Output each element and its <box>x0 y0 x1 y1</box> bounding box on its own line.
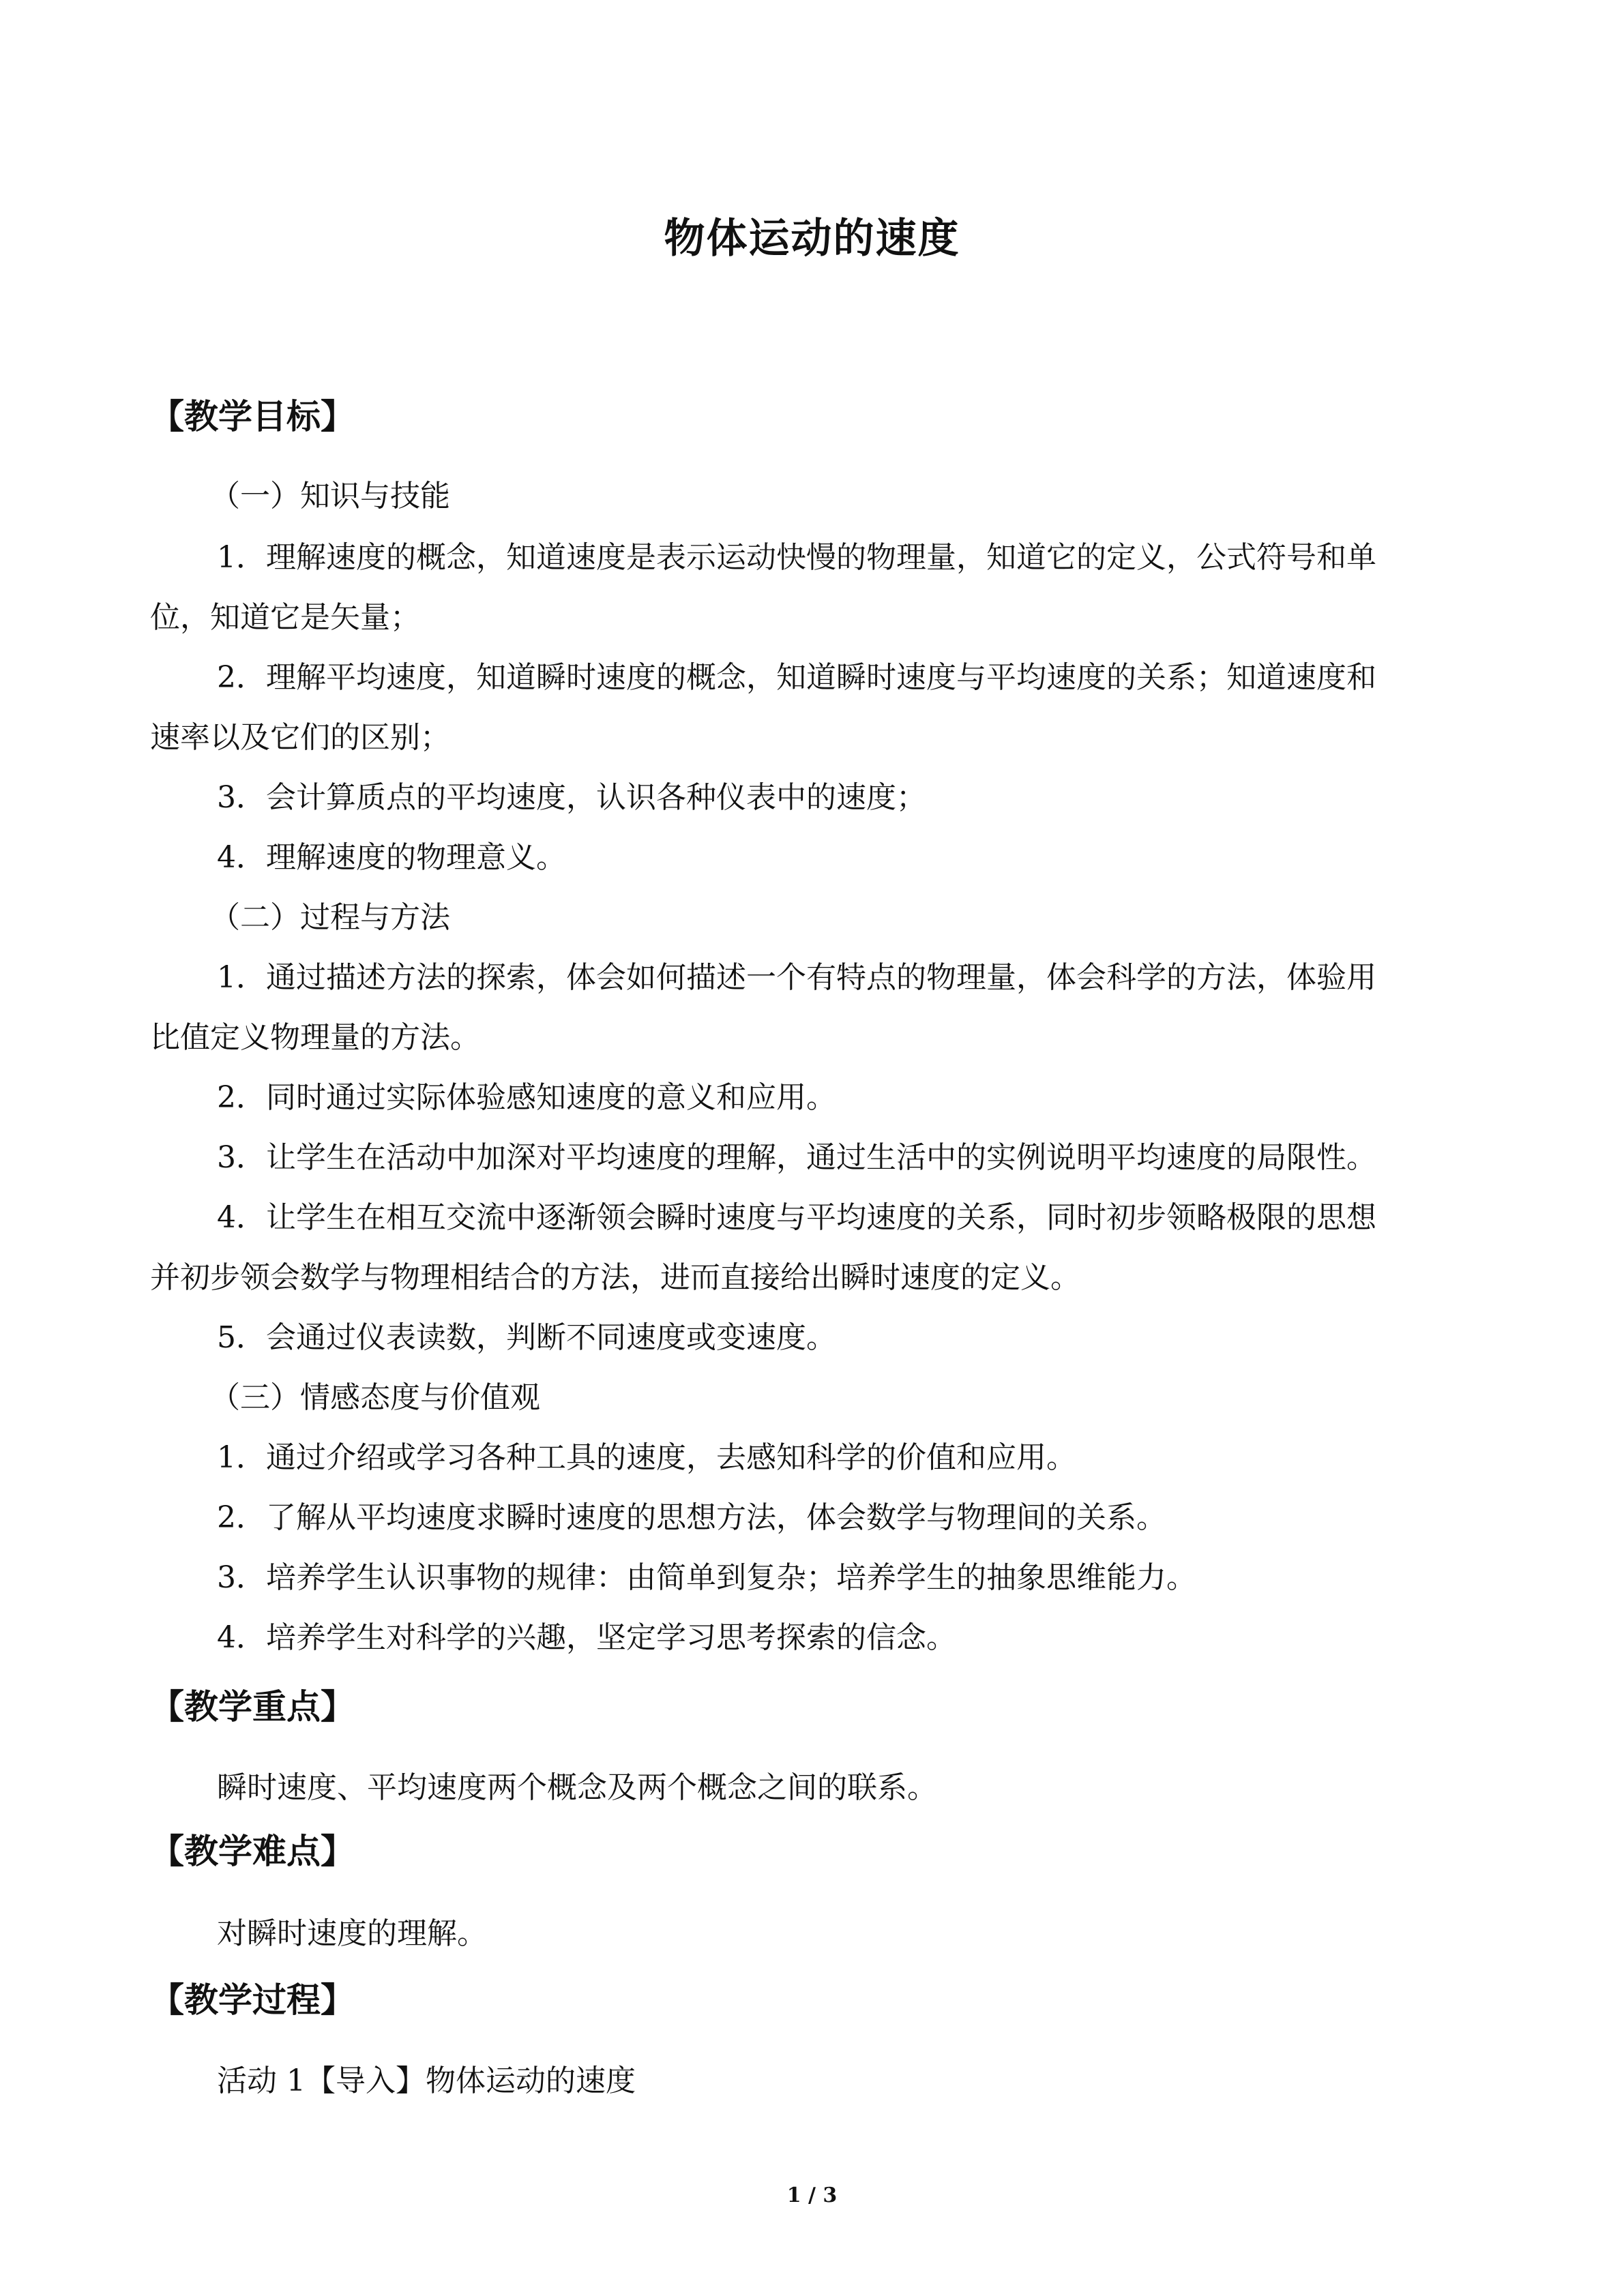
knowledge-item-4: 4．理解速度的物理意义。 <box>217 840 566 875</box>
knowledge-item-2-line-2: 速率以及它们的区别； <box>150 720 450 755</box>
knowledge-item-1-line-1: 1．理解速度的概念，知道速度是表示运动快慢的物理量，知道它的定义，公式符号和单 <box>217 540 1376 575</box>
subheading-knowledge: （一）知识与技能 <box>210 479 450 513</box>
page-number: 1 / 3 <box>786 2183 838 2207</box>
activity-1: 活动 1【导入】物体运动的速度 <box>217 2063 636 2098</box>
process-item-3: 3．让学生在活动中加深对平均速度的理解，通过生活中的实例说明平均速度的局限性。 <box>217 1140 1376 1175</box>
emotion-item-1: 1．通过介绍或学习各种工具的速度，去感知科学的价值和应用。 <box>217 1440 1076 1475</box>
emotion-item-4: 4．培养学生对科学的兴趣，坚定学习思考探索的信念。 <box>217 1620 956 1655</box>
key-points-text: 瞬时速度、平均速度两个概念及两个概念之间的联系。 <box>217 1770 937 1805</box>
heading-objectives: 【教学目标】 <box>150 397 355 436</box>
knowledge-item-2-line-1: 2．理解平均速度，知道瞬时速度的概念，知道瞬时速度与平均速度的关系；知道速度和 <box>217 660 1376 695</box>
heading-key-points: 【教学重点】 <box>150 1687 355 1727</box>
heading-teaching-process: 【教学过程】 <box>150 1980 355 2020</box>
difficulties-text: 对瞬时速度的理解。 <box>217 1916 487 1951</box>
process-item-2: 2．同时通过实际体验感知速度的意义和应用。 <box>217 1080 836 1115</box>
knowledge-item-1-line-2: 位，知道它是矢量； <box>150 600 420 635</box>
subheading-process: （二）过程与方法 <box>210 900 450 935</box>
emotion-item-3: 3．培养学生认识事物的规律：由简单到复杂；培养学生的抽象思维能力。 <box>217 1560 1196 1595</box>
process-item-4-line-2: 并初步领会数学与物理相结合的方法，进而直接给出瞬时速度的定义。 <box>150 1260 1080 1295</box>
emotion-item-2: 2．了解从平均速度求瞬时速度的思想方法，体会数学与物理间的关系。 <box>217 1500 1166 1535</box>
process-item-5: 5．会通过仪表读数，判断不同速度或变速度。 <box>217 1320 836 1355</box>
process-item-4-line-1: 4．让学生在相互交流中逐渐领会瞬时速度与平均速度的关系，同时初步领略极限的思想 <box>217 1200 1376 1235</box>
document-title: 物体运动的速度 <box>664 215 960 263</box>
process-item-1-line-1: 1．通过描述方法的探索，体会如何描述一个有特点的物理量，体会科学的方法，体验用 <box>217 960 1376 995</box>
subheading-emotion: （三）情感态度与价值观 <box>210 1380 540 1415</box>
heading-difficulties: 【教学难点】 <box>150 1832 355 1871</box>
process-item-1-line-2: 比值定义物理量的方法。 <box>150 1020 480 1055</box>
knowledge-item-3: 3．会计算质点的平均速度，认识各种仪表中的速度； <box>217 780 926 815</box>
